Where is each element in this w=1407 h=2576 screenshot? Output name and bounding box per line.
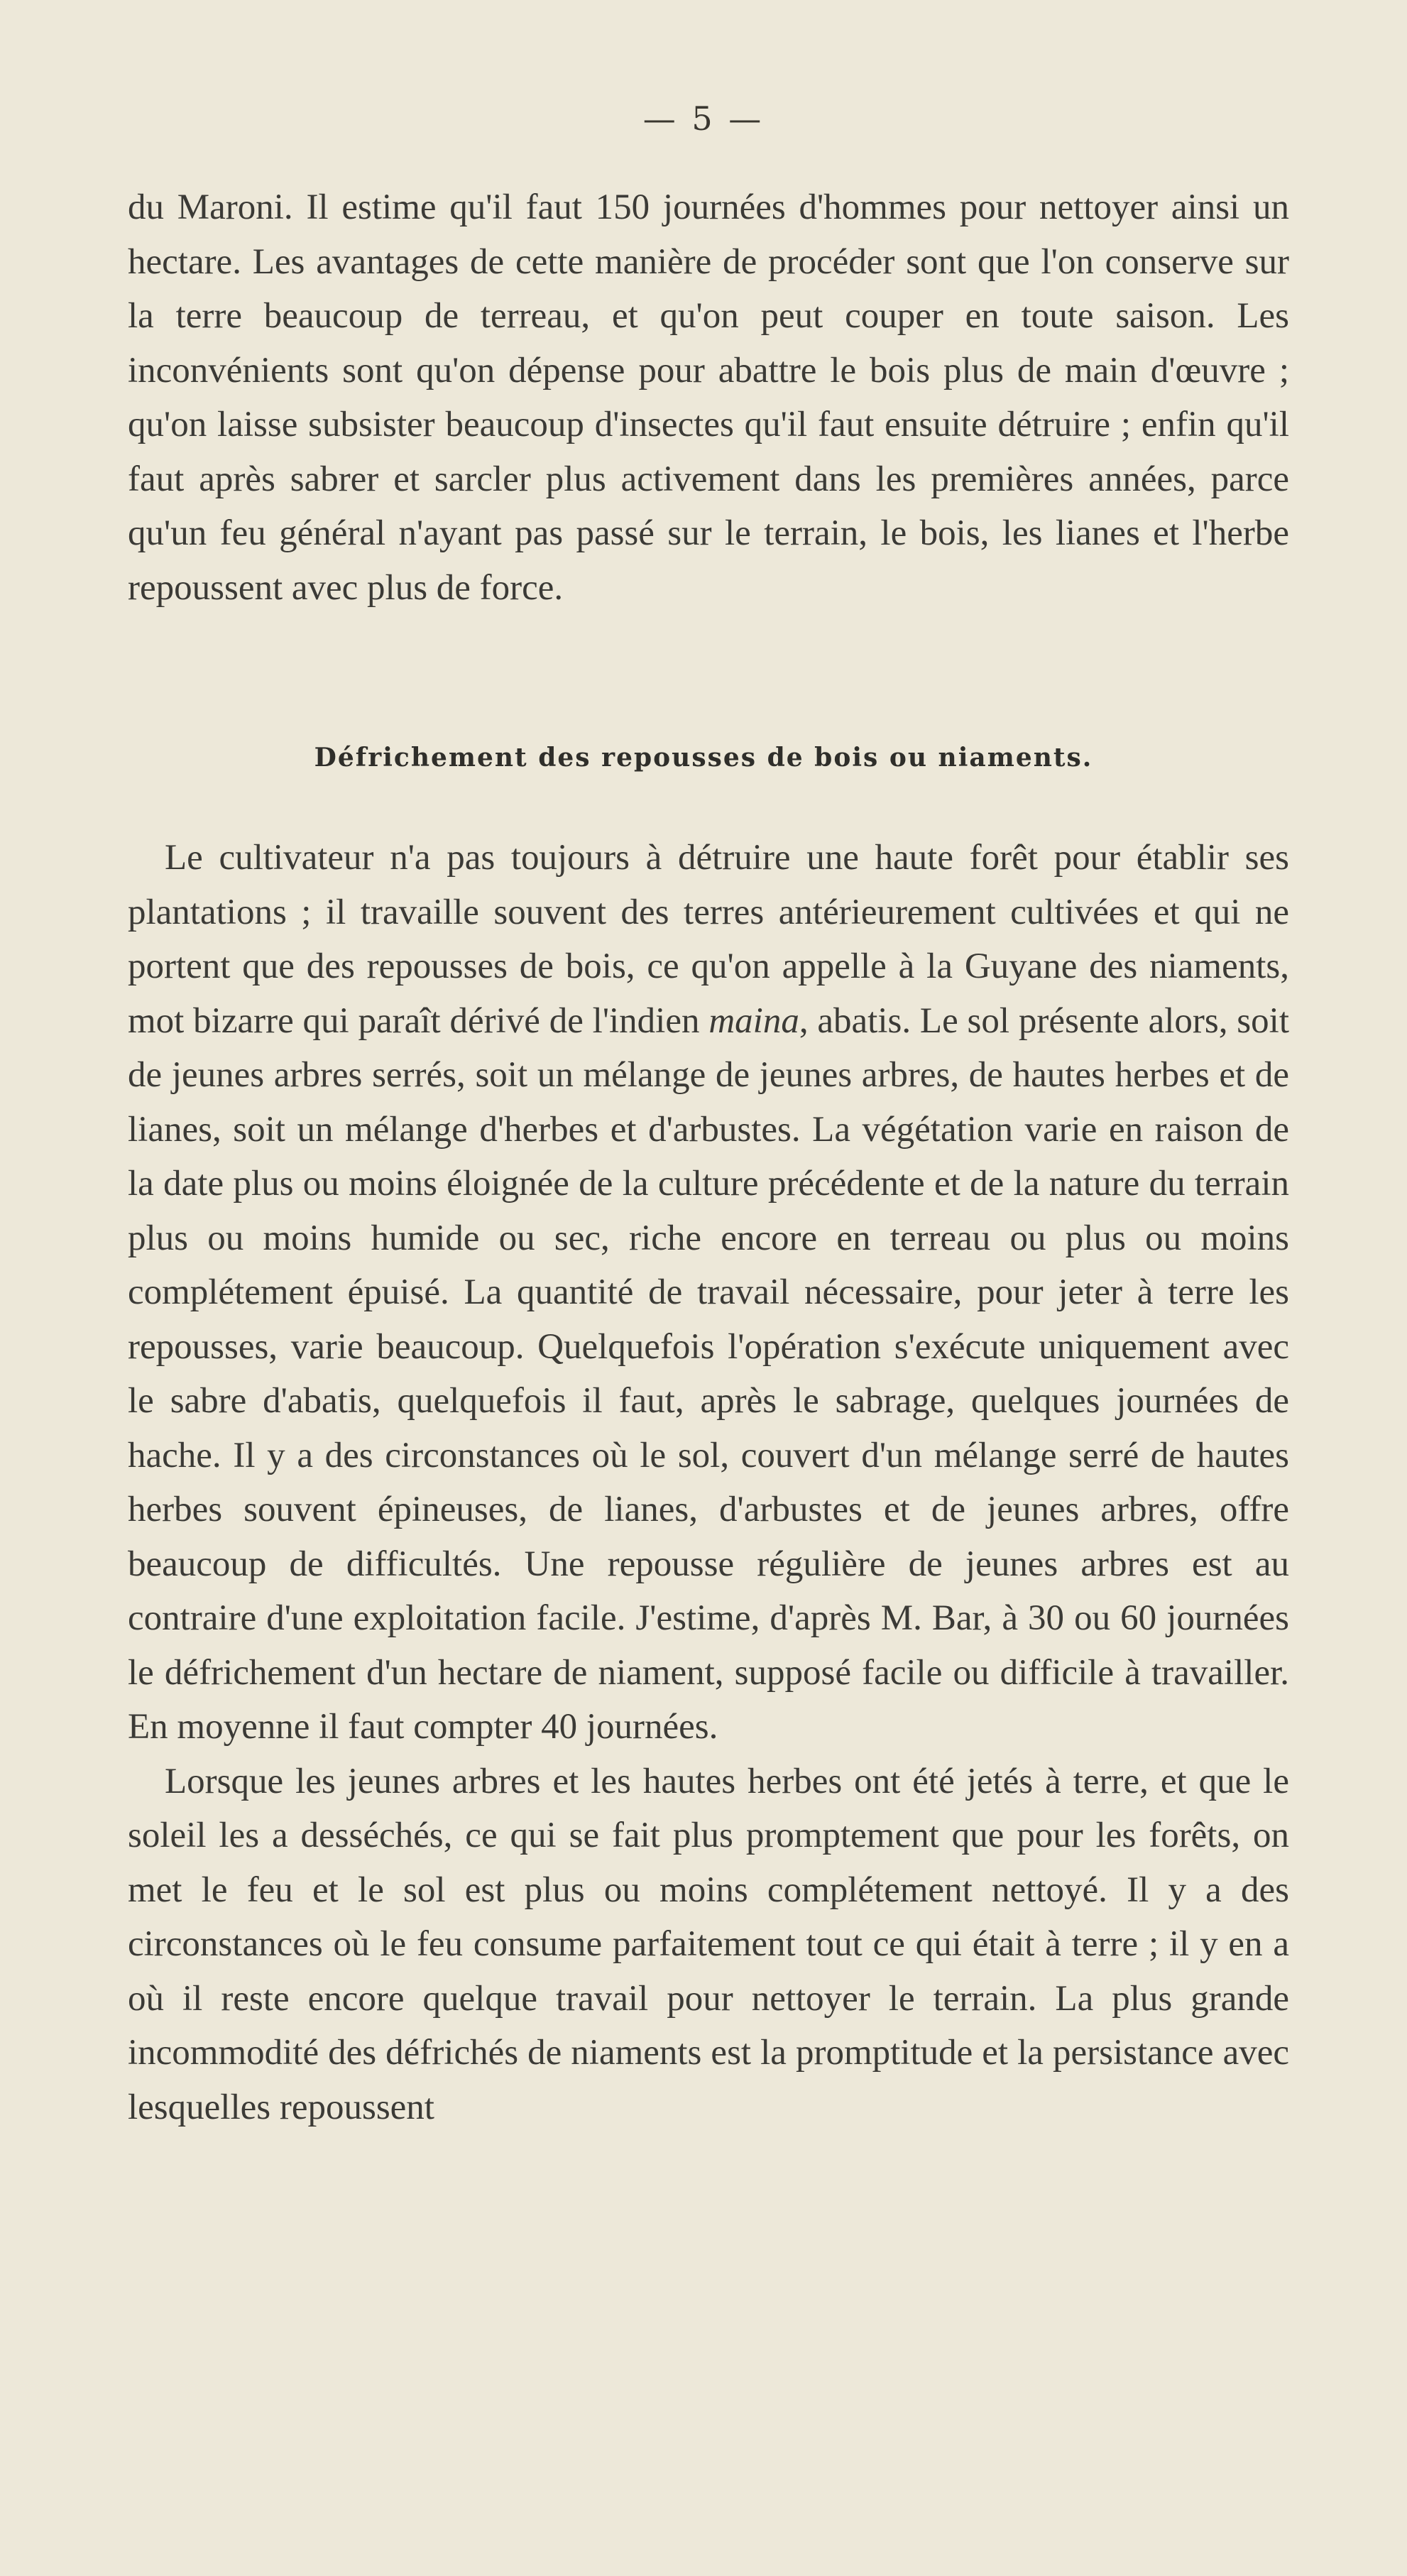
- paragraph-continuation: [128, 180, 1289, 615]
- section-heading: Défrichement des repousses de bois ou niaments.: [314, 743, 1093, 773]
- paragraph: Lorsque les jeunes arbres et les hautes herbes ont été jetés à terre, et que le soleil les a desséchés, ce qui se fait plus promptement que pour les forêts, on met le feu et le sol est plus ou moins complétement nettoyé. Il y a des circonstances où le feu consume parfaitement tout ce qui était à terre ; il y en a où il reste encore quelque travail pour nettoyer le terrain. La plus grande incommodité des défrichés de niaments est la promptitude et la persistance avec lesquelles repoussent: [128, 1761, 1289, 2127]
- paragraph: du Maroni. Il estime qu'il faut 150 journées d'hommes pour nettoyer ainsi un hectare. Les avantages de cette manière de procéder sont que l'on conserve sur la terre beaucoup de terreau, et qu'on peut couper en toute saison. Les inconvénients sont qu'on dépense pour abattre le bois plus de main d'œuvre ; qu'on laisse subsister beaucoup d'insectes qu'il faut ensuite détruire ; enfin qu'il faut après sabrer et sarcler plus activement dans les premières années, parce qu'un feu général n'ayant pas passé sur le terrain, le bois, les lianes et l'herbe repoussent avec plus de force.: [128, 187, 1289, 608]
- italic-term: maina: [708, 1000, 799, 1041]
- paragraph-text-after-italic: , abatis. Le sol présente alors, soit de jeunes arbres serrés, soit un mélange de jeunes arbres, de hautes herbes et de lianes, soit un mélange d'herbes et d'arbustes. La végétation varie en raison de la date plus ou moins éloignée de la culture précédente et de la nature du terrain plus ou moins humide ou sec, riche encore en terreau ou plus ou moins complétement épuisé. La quantité de travail nécessaire, pour jeter à terre les repousses, varie beaucoup. Quelquefois l'opération s'exécute uniquement avec le sabre d'abatis, quelquefois il faut, après le sabrage, quelques journées de hache. Il y a des circonstances où le sol, couvert d'un mélange serré de hautes herbes souvent épineuses, de lianes, d'arbustes et de jeunes arbres, offre beaucoup de difficultés. Une repousse régulière de jeunes arbres est au contraire d'une exploitation facile. J'estime, d'après M. Bar, à 30 ou 60 journées le défrichement d'un hectare de niament, supposé facile ou difficile à travailler. En moyenne il faut compter 40 journées.: [128, 1000, 1289, 1747]
- section-body: [128, 831, 1289, 2134]
- page-number-header: — 5 —: [642, 99, 765, 138]
- paragraph: [128, 831, 1289, 1754]
- paragraph-text-before-italic: Le cultivateur n'a pas toujours à détruire une haute forêt pour établir ses plantations ; il travaille souvent des terres antérieurement cultivées et qui ne portent que des repousses de bois, ce qu'on appelle à la Guyane des niaments, mot bizarre qui paraît dérivé de l'indien: [128, 838, 1289, 1041]
